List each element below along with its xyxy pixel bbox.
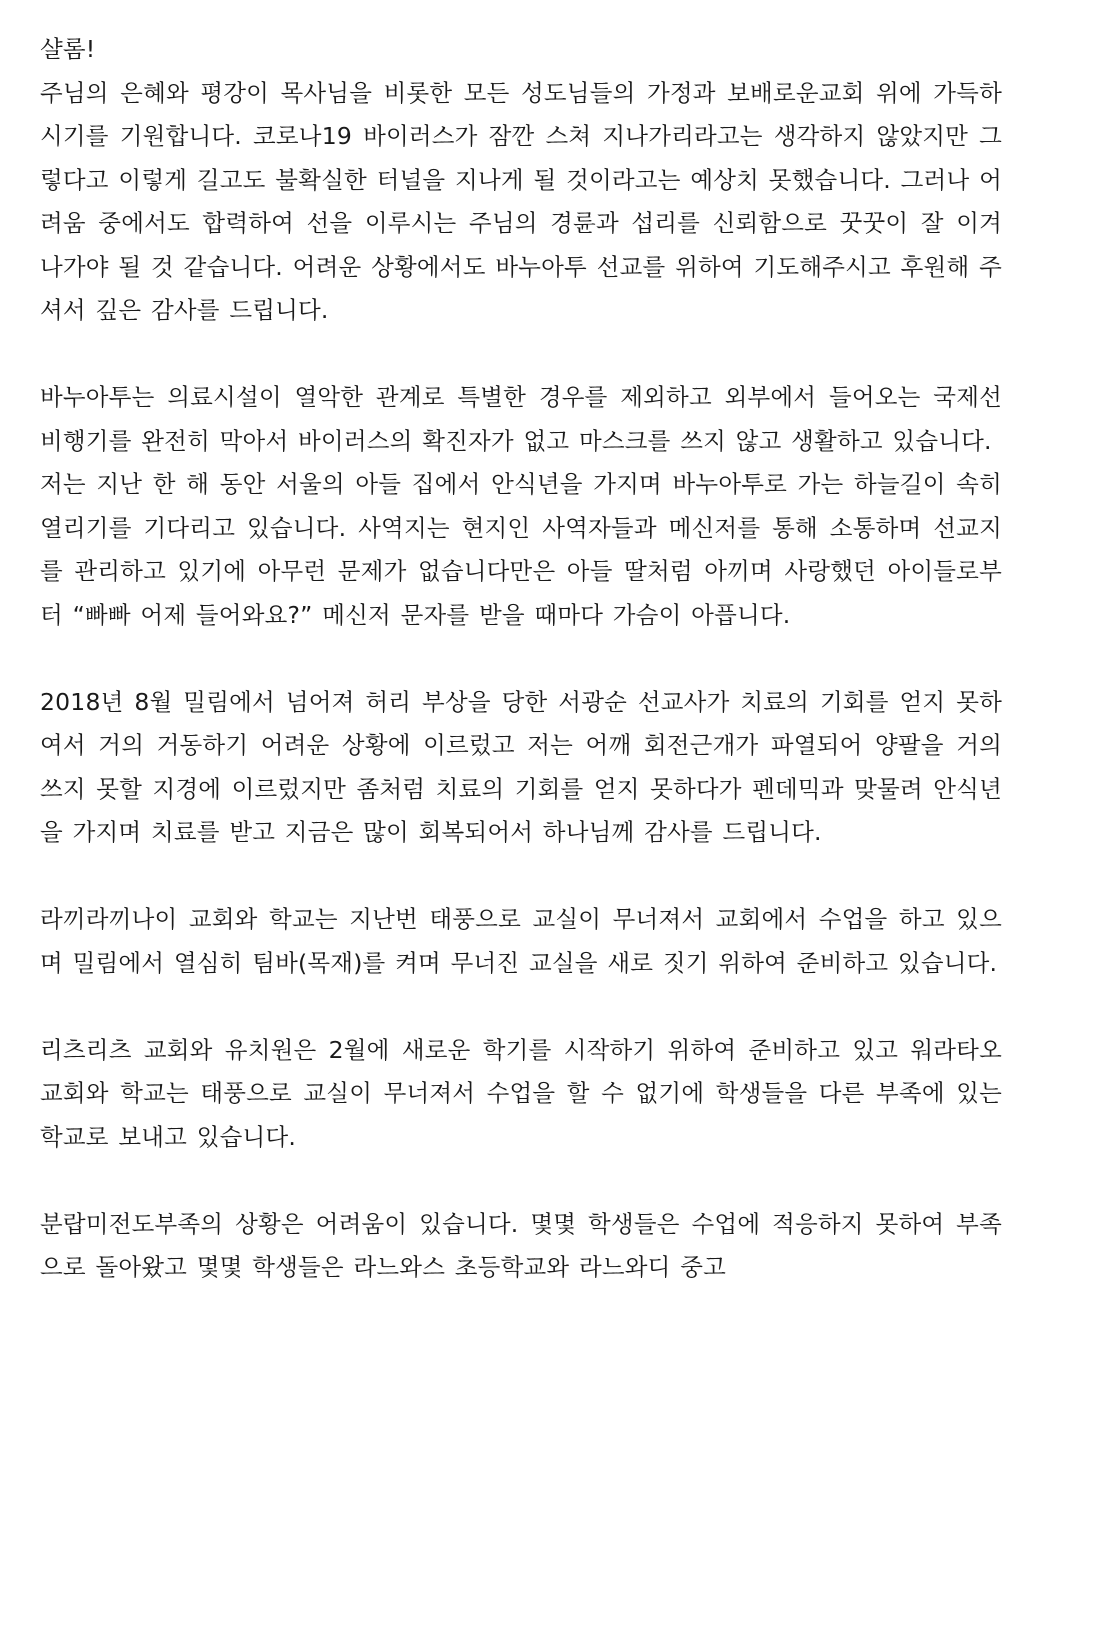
paragraph-vanuatu-status: 바누아투는 의료시설이 열악한 관계로 특별한 경우를 제외하고 외부에서 들어오는 국제선 비행기를 완전히 막아서 바이러스의 확진자가 없고 마스크를 쓰지 않고 생활하고 있습니다. — [40, 383, 1002, 455]
paragraph-gratitude: 주님의 은혜와 평강이 목사님을 비롯한 모든 성도님들의 가정과 보배로운교회 위에 가득하시기를 기원합니다. 코로나19 바이러스가 잠깐 스쳐 지나가리라고는 생각하지 않았지만 그렇다고 이렇게 길고도 불확실한 터널을 지나게 될 것이라고는 예상치 못했습니다. 그러나 어려움 중에서도 합력하여 선을 이루시는 주님의 경륜과 섭리를 신뢰함으로 꿋꿋이 잘 이겨 나가야 될 것 같습니다. 어려운 상황에서도 바누아투 선교를 위하여 기도해주시고 후원해 주셔서 깊은 감사를 드립니다. — [40, 78, 1002, 324]
letter-body — [40, 28, 1002, 1290]
paragraph-ritzritz: 리츠리츠 교회와 유치원은 2월에 새로운 학기를 시작하기 위하여 준비하고 있고 워라타오 교회와 학교는 태풍으로 교실이 무너져서 수업을 할 수 없기에 학생들을 다른 부족에 있는 학교로 보내고 있습니다. — [40, 1035, 1002, 1151]
paragraph-sabbatical: 저는 지난 한 해 동안 서울의 아들 집에서 안식년을 가지며 바누아투로 가는 하늘길이 속히 열리기를 기다리고 있습니다. 사역지는 현지인 사역자들과 메신저를 통해 소통하며 선교지를 관리하고 있기에 아무런 문제가 없습니다만은 아들 딸처럼 아끼며 사랑했던 아이들로부터 “빠빠 어제 들어와요?” 메신저 문자를 받을 때마다 가슴이 아픕니다. — [40, 470, 1002, 629]
greeting: 샬롬! — [40, 35, 96, 63]
paragraph-health: 2018년 8월 밀림에서 넘어져 허리 부상을 당한 서광순 선교사가 치료의 기회를 얻지 못하여서 거의 거동하기 어려운 상황에 이르렀고 저는 어깨 회전근개가 파열되어 양팔을 거의 쓰지 못할 지경에 이르렀지만 좀처럼 치료의 기회를 얻지 못하다가 펜데믹과 맞물려 안식년을 가지며 치료를 받고 지금은 많이 회복되어서 하나님께 감사를 드립니다. — [40, 687, 1002, 846]
paragraph-rakirakinai: 라끼라끼나이 교회와 학교는 지난번 태풍으로 교실이 무너져서 교회에서 수업을 하고 있으며 밀림에서 열심히 팀바(목재)를 켜며 무너진 교실을 새로 짓기 위하여 준비하고 있습니다. — [40, 905, 1002, 977]
paragraph-unreached-tribe: 분랍미전도부족의 상황은 어려움이 있습니다. 몇몇 학생들은 수업에 적응하지 못하여 부족으로 돌아왔고 몇몇 학생들은 라느와스 초등학교와 라느와디 중고 — [40, 1209, 1002, 1281]
